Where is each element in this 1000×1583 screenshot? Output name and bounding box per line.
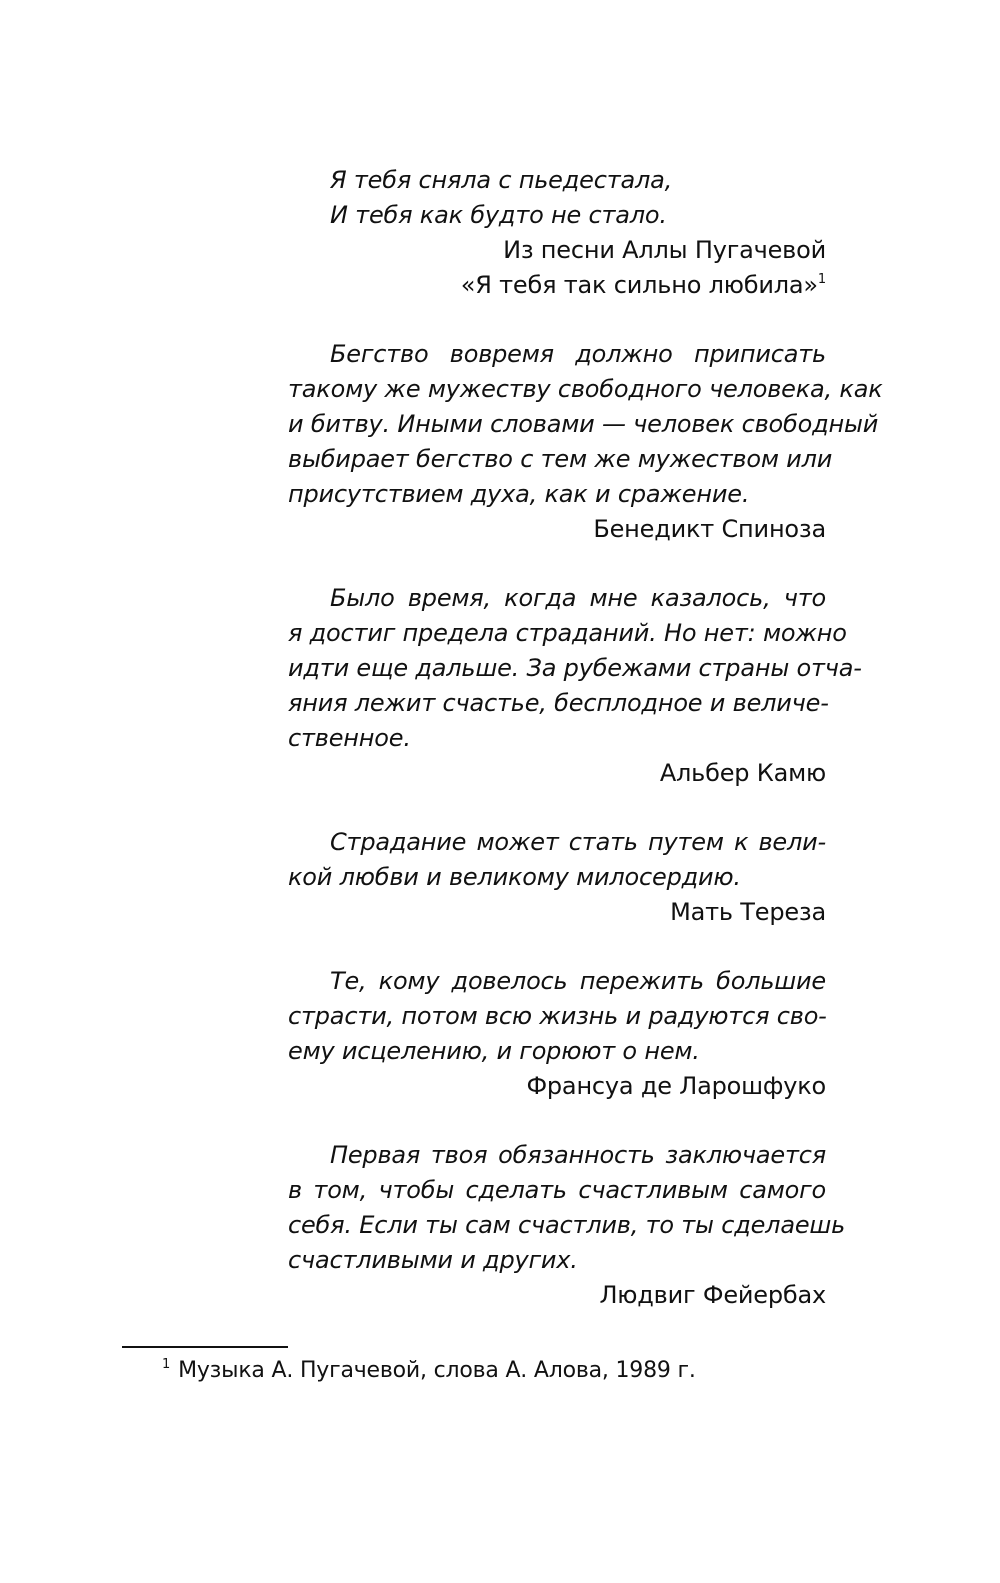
epigraph-camus	[288, 581, 862, 791]
quote-line: себя. Если ты сам счастлив, то ты сделаешь	[288, 1211, 846, 1239]
quote-line: такому же мужеству свободного человека, как	[288, 375, 883, 403]
quote-line: Я тебя сняла с пьедестала,	[330, 166, 673, 194]
footnote-text: Музыка А. Пугачевой, слова А. Алова, 1989 г.	[178, 1358, 696, 1383]
quote-line: кой любви и великому милосердию.	[288, 863, 741, 891]
author-line: Из песни Аллы Пугачевой	[503, 236, 826, 264]
footnote-divider	[122, 1346, 288, 1348]
quote-line: Бегство вовремя должно приписать	[330, 340, 826, 368]
epigraph-quote	[288, 1138, 846, 1278]
epigraph-author	[288, 756, 826, 791]
epigraph-quote	[288, 337, 883, 512]
epigraph-author	[288, 233, 826, 303]
quote-line: ственное.	[288, 724, 411, 752]
author-line	[288, 268, 826, 303]
author-line-text: «Я тебя так сильно любила»	[460, 271, 818, 299]
epigraph-spinoza	[288, 337, 883, 547]
quote-line: ему исцелению, и горюют о нем.	[288, 1037, 700, 1065]
epigraph-feuerbach	[288, 1138, 846, 1313]
quote-line: присутствием духа, как и сражение.	[288, 480, 750, 508]
quote-line: счастливыми и других.	[288, 1246, 578, 1274]
quote-line: Первая твоя обязанность заключается	[330, 1141, 826, 1169]
quote-line: Было время, когда мне казалось, что	[330, 584, 826, 612]
quote-line: выбирает бегство с тем же мужеством или	[288, 445, 833, 473]
epigraph-author	[288, 1278, 826, 1313]
quote-line: идти еще дальше. За рубежами страны отча-	[288, 654, 862, 682]
epigraph-pugacheva	[288, 163, 826, 303]
epigraph-teresa	[288, 825, 826, 930]
epigraph-larochefoucauld	[288, 964, 826, 1104]
epigraph-author	[288, 512, 826, 547]
quote-line: Те, кому довелось пережить большие	[330, 967, 826, 995]
quote-line: яния лежит счастье, бесплодное и величе-	[288, 689, 829, 717]
footnote	[162, 1356, 696, 1386]
quote-line: и битву. Иными словами — человек свободный	[288, 410, 879, 438]
epigraphs-block	[288, 163, 883, 1347]
epigraph-quote	[288, 964, 826, 1069]
footnote-marker: 1	[162, 1357, 171, 1372]
author-line: Людвиг Фейербах	[599, 1281, 826, 1309]
quote-line: в том, чтобы сделать счастливым самого	[288, 1176, 826, 1204]
epigraph-author	[288, 895, 826, 930]
epigraph-quote	[288, 163, 826, 233]
author-line: Альбер Камю	[659, 759, 826, 787]
quote-line: И тебя как будто не стало.	[330, 201, 667, 229]
quote-line: я достиг предела страданий. Но нет: можно	[288, 619, 847, 647]
epigraph-quote	[288, 825, 826, 895]
footnote-reference[interactable]: 1	[817, 272, 826, 287]
author-line: Бенедикт Спиноза	[593, 515, 826, 543]
epigraph-quote	[288, 581, 862, 756]
quote-line: Страдание может стать путем к вели-	[330, 828, 826, 856]
author-line: Франсуа де Ларошфуко	[526, 1072, 826, 1100]
quote-line: страсти, потом всю жизнь и радуются сво-	[288, 1002, 827, 1030]
author-line: Мать Тереза	[670, 898, 826, 926]
epigraph-author	[288, 1069, 826, 1104]
